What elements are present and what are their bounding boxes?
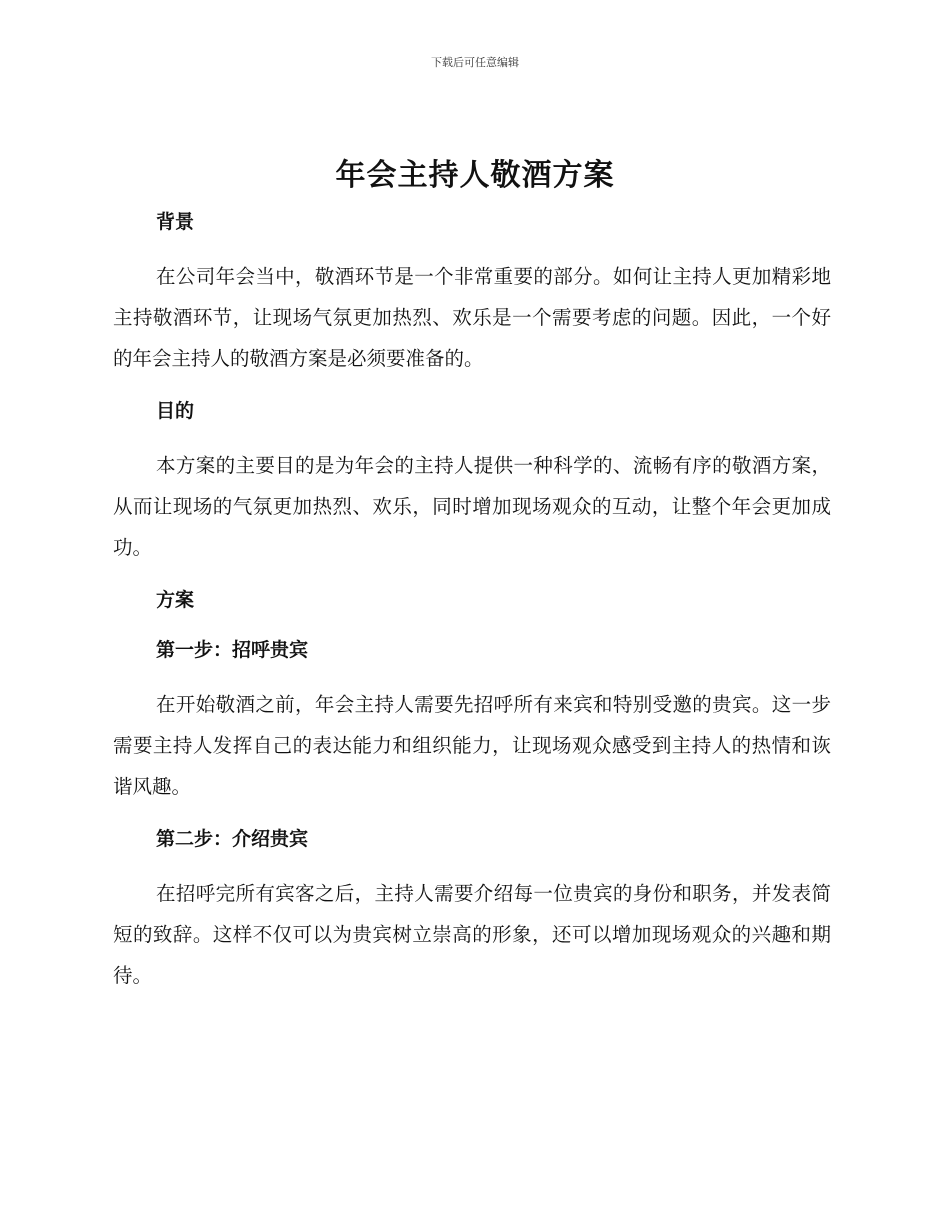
document-body xyxy=(113,204,831,996)
section-heading-purpose: 目的 xyxy=(156,400,195,422)
paragraph-step2: 在招呼完所有宾客之后，主持人需要介绍每一位贵宾的身份和职务，并发表简短的致辞。这样不仅可以为贵宾树立崇高的形象，还可以增加现场观众的兴趣和期待。 xyxy=(113,882,831,987)
header-note: 下载后可任意编辑 xyxy=(431,56,519,69)
paragraph-purpose: 本方案的主要目的是为年会的主持人提供一种科学的、流畅有序的敬酒方案，从而让现场的气氛更加热烈、欢乐，同时增加现场观众的互动，让整个年会更加成功。 xyxy=(113,454,831,559)
section-heading-step1: 第一步：招呼贵宾 xyxy=(156,639,309,661)
document-title: 年会主持人敬酒方案 xyxy=(335,158,615,193)
section-heading-plan: 方案 xyxy=(156,589,195,611)
paragraph-background: 在公司年会当中，敬酒环节是一个非常重要的部分。如何让主持人更加精彩地主持敬酒环节，让现场气氛更加热烈、欢乐是一个需要考虑的问题。因此，一个好的年会主持人的敬酒方案是必须要准备的。 xyxy=(113,265,831,370)
section-heading-step2: 第二步：介绍贵宾 xyxy=(156,828,309,850)
section-heading-background: 背景 xyxy=(156,211,195,233)
paragraph-step1: 在开始敬酒之前，年会主持人需要先招呼所有来宾和特别受邀的贵宾。这一步需要主持人发挥自己的表达能力和组织能力，让现场观众感受到主持人的热情和诙谐风趣。 xyxy=(113,693,831,798)
